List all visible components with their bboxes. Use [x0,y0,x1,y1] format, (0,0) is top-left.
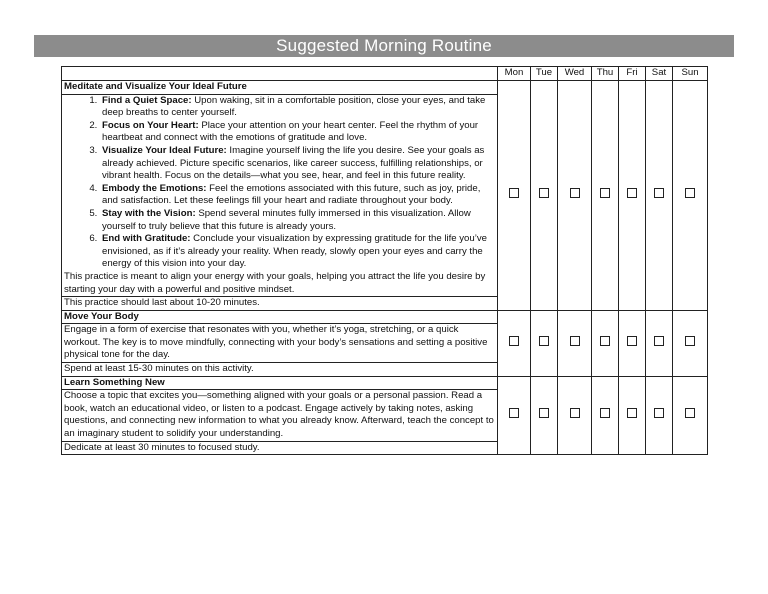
check-cell-thu [592,376,619,455]
check-cell-sat [646,376,673,455]
check-cell-sun [673,81,708,311]
step-text: Conclude your visualization by expressing gratitude for the life you’ve envisioned, as if it’s already your reality. When ready, slowly open your eyes and carry the energy of this vision into your day. [102,233,487,270]
header-empty-cell [62,67,498,81]
checkbox-learn-sat[interactable] [654,408,664,418]
checkbox-move-mon[interactable] [509,336,519,346]
checkbox-meditate-mon[interactable] [509,188,519,198]
check-cell-sat [646,81,673,311]
step-text: Place your attention on your heart center. Feel the rhythm of your heartbeat and connect with the emotions of gratitude and love. [102,119,479,144]
steps-list [64,95,495,271]
checkbox-move-sat[interactable] [654,336,664,346]
list-item [100,233,495,271]
checkbox-move-wed[interactable] [570,336,580,346]
check-cell-sat [646,310,673,376]
section-heading: Learn Something New [62,376,498,390]
section-body [62,94,498,297]
day-header-thu: Thu [592,67,619,81]
section-meditate-heading-row [62,81,708,95]
day-header-sat: Sat [646,67,673,81]
step-text: Imagine yourself living the life you desire. See your goals as already achieved. Picture specific scenarios, like career success, fulfilling relationships, or vibrant health. Focus on the details—what you see, hear, and feel in this future reality. [102,144,485,182]
section-body: Choose a topic that excites you—something aligned with your goals or a personal passion. Read a book, watch an educational video, or listen to a podcast. Engage actively by taking notes, asking questions, and connecting new information to what you already know. Afterward, teach the concept to an imaginary student to solidify your understanding. [62,390,498,441]
routine-table [61,66,708,455]
checkbox-move-sun[interactable] [685,336,695,346]
check-cell-fri [619,310,646,376]
step-text: Upon waking, sit in a comfortable position, close your eyes, and take deep breaths to center yourself. [102,94,486,119]
checkbox-meditate-fri[interactable] [627,188,637,198]
list-item [100,208,495,233]
checkbox-meditate-sun[interactable] [685,188,695,198]
check-cell-mon [498,81,531,311]
section-learn-heading-row [62,376,708,390]
section-move-heading-row [62,310,708,324]
checkbox-learn-thu[interactable] [600,408,610,418]
day-header-fri: Fri [619,67,646,81]
step-title: Visualize Your Ideal Future: [102,144,227,156]
checkbox-meditate-tue[interactable] [539,188,549,198]
page-title: Suggested Morning Routine [34,35,734,57]
section-duration: Dedicate at least 30 minutes to focused study. [62,441,498,455]
section-heading: Meditate and Visualize Your Ideal Future [62,81,498,95]
step-title: End with Gratitude: [102,233,191,245]
section-closing: This practice is meant to align your energy with your goals, helping you attract the life you desire by starting your day with a powerful and positive mindset. [64,270,486,295]
check-cell-sun [673,310,708,376]
check-cell-wed [558,310,592,376]
checkbox-move-thu[interactable] [600,336,610,346]
step-title: Stay with the Vision: [102,207,196,219]
check-cell-fri [619,376,646,455]
section-body: Engage in a form of exercise that resonates with you, whether it’s yoga, stretching, or a quick workout. The key is to move mindfully, connecting with your body’s sensations and setting a positive physical tone for the day. [62,324,498,363]
list-item [100,145,495,183]
checkbox-learn-fri[interactable] [627,408,637,418]
check-cell-tue [531,81,558,311]
section-heading: Move Your Body [62,310,498,324]
check-cell-tue [531,376,558,455]
check-cell-fri [619,81,646,311]
checkbox-learn-sun[interactable] [685,408,695,418]
check-cell-wed [558,81,592,311]
step-text: Spend several minutes fully immersed in this visualization. Allow yourself to truly believe that this future is already yours. [102,207,471,232]
section-duration: This practice should last about 10-20 minutes. [62,297,498,311]
header-row [62,67,708,81]
check-cell-wed [558,376,592,455]
checkbox-meditate-thu[interactable] [600,188,610,198]
list-item [100,183,495,208]
check-cell-thu [592,81,619,311]
checkbox-learn-tue[interactable] [539,408,549,418]
checkbox-meditate-wed[interactable] [570,188,580,198]
day-header-sun: Sun [673,67,708,81]
list-item [100,95,495,120]
day-header-mon: Mon [498,67,531,81]
step-title: Embody the Emotions: [102,182,207,194]
check-cell-mon [498,376,531,455]
step-text: Feel the emotions associated with this future, such as joy, pride, and satisfaction. Let these feelings fill your heart and radiate throughout your body. [102,182,481,207]
list-item [100,120,495,145]
step-title: Find a Quiet Space: [102,94,192,106]
section-duration: Spend at least 15-30 minutes on this activity. [62,363,498,377]
check-cell-thu [592,310,619,376]
check-cell-tue [531,310,558,376]
day-header-wed: Wed [558,67,592,81]
checkbox-learn-mon[interactable] [509,408,519,418]
step-title: Focus on Your Heart: [102,119,199,131]
checkbox-learn-wed[interactable] [570,408,580,418]
check-cell-sun [673,376,708,455]
day-header-tue: Tue [531,67,558,81]
checkbox-move-tue[interactable] [539,336,549,346]
checkbox-meditate-sat[interactable] [654,188,664,198]
check-cell-mon [498,310,531,376]
checkbox-move-fri[interactable] [627,336,637,346]
